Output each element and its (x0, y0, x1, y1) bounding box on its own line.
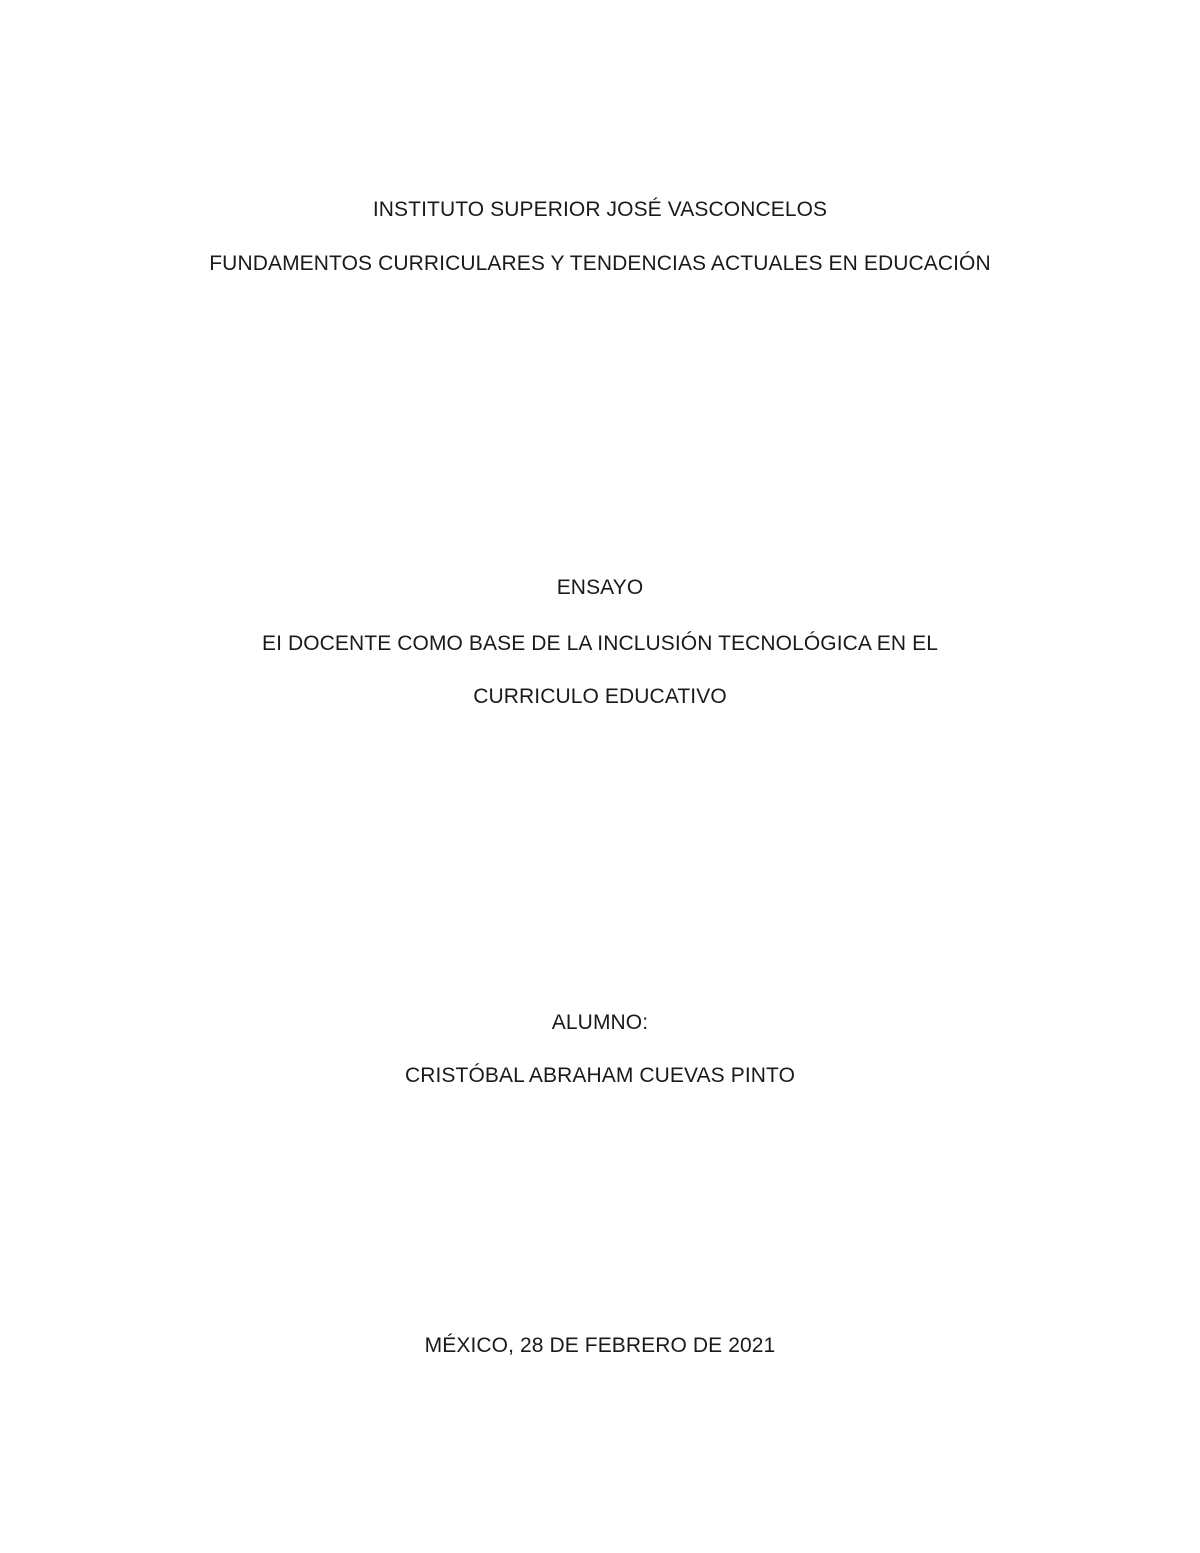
essay-title-line-1: EI DOCENTE COMO BASE DE LA INCLUSIÓN TECNOLÓGICA EN EL (261, 632, 938, 655)
institution-name: INSTITUTO SUPERIOR JOSÉ VASCONCELOS (372, 198, 828, 221)
student-name: CRISTÓBAL ABRAHAM CUEVAS PINTO (404, 1064, 796, 1087)
document-type: ENSAYO (556, 576, 644, 599)
course-name: FUNDAMENTOS CURRICULARES Y TENDENCIAS ACTUALES EN EDUCACIÓN (209, 252, 991, 275)
essay-title-line-2: CURRICULO EDUCATIVO (473, 685, 727, 708)
place-and-date: MÉXICO, 28 DE FEBRERO DE 2021 (424, 1334, 776, 1357)
student-label: ALUMNO: (551, 1011, 649, 1034)
